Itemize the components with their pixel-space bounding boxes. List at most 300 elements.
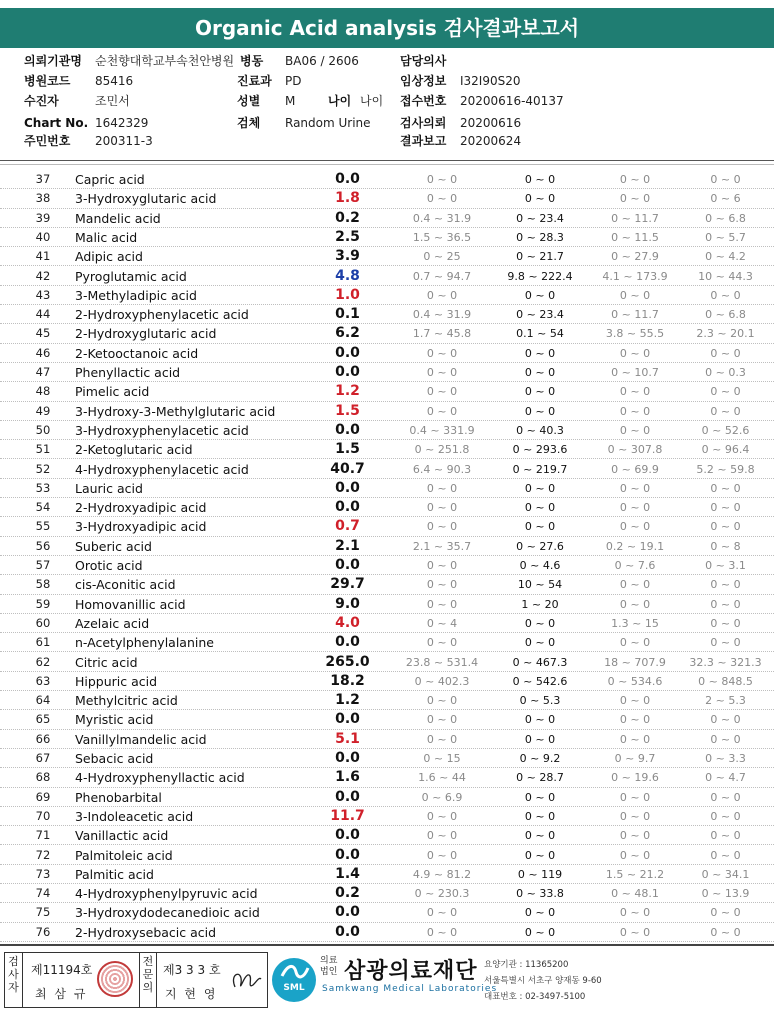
analyte-name: Phenobarbital — [75, 789, 162, 805]
reference-range-1: 0 ~ 0 — [426, 366, 458, 379]
row-number: 43 — [35, 287, 51, 302]
reference-range-1: 0 ~ 0 — [426, 288, 458, 302]
reference-range-4: 0 ~ 0 — [710, 636, 741, 650]
row-number: 56 — [35, 538, 51, 553]
reference-range-4: 0 ~ 0 — [710, 809, 741, 823]
result-value: 4.8 — [335, 267, 360, 284]
reference-range-1: 23.8 ~ 531.4 — [405, 655, 479, 669]
result-value: 29.7 — [330, 576, 365, 593]
footer-divider — [0, 944, 774, 946]
reference-range-3: 0 ~ 0 — [619, 404, 651, 418]
result-value: 265.0 — [325, 653, 370, 670]
result-value: 0.0 — [335, 364, 360, 380]
result-value: 40.7 — [330, 460, 365, 477]
row-number: 60 — [35, 615, 51, 630]
request-value: 20200616 — [460, 116, 522, 130]
reference-range-4: 0 ~ 52.6 — [701, 423, 750, 437]
row-number: 42 — [35, 268, 51, 283]
result-value: 0.0 — [335, 923, 360, 940]
row-number: 57 — [35, 558, 51, 572]
reference-range-2: 0 ~ 0 — [524, 636, 556, 650]
table-row — [0, 788, 774, 807]
reference-range-3: 1.3 ~ 15 — [611, 616, 659, 630]
examiner-seal — [97, 961, 133, 997]
reference-range-3: 0 ~ 0 — [619, 906, 651, 920]
result-value: 0.0 — [335, 827, 360, 844]
analyte-name: 3-Hydroxyadipic acid — [75, 519, 207, 535]
result-value: 0.0 — [335, 634, 360, 651]
row-number: 52 — [35, 461, 51, 476]
table-row — [0, 324, 774, 343]
reference-range-1: 0 ~ 0 — [426, 906, 458, 920]
reference-range-2: 0 ~ 0 — [524, 366, 556, 379]
hospital-code-label: 병원코드 — [24, 74, 71, 88]
specimen-value: Random Urine — [285, 116, 371, 130]
table-row — [0, 305, 774, 324]
reference-range-3: 0 ~ 0 — [619, 732, 651, 746]
reference-range-4: 0 ~ 4.7 — [705, 771, 746, 785]
reference-range-4: 0 ~ 3.1 — [705, 559, 746, 572]
analyte-name: Pyroglutamic acid — [75, 268, 187, 284]
row-number: 69 — [35, 789, 51, 804]
patient-info — [0, 52, 774, 157]
result-value: 1.6 — [335, 769, 360, 786]
row-number: 70 — [35, 808, 51, 823]
result-value: 0.0 — [335, 557, 360, 573]
sml-logo-text: SML — [283, 983, 305, 993]
specialist-signature — [227, 963, 263, 999]
table-row — [0, 768, 774, 787]
analyte-name: Malic acid — [75, 229, 138, 245]
analyte-name: 3-Methyladipic acid — [75, 287, 197, 303]
reference-range-2: 0 ~ 0 — [524, 288, 556, 302]
result-value: 1.2 — [335, 692, 360, 709]
reference-range-1: 1.7 ~ 45.8 — [412, 327, 472, 341]
row-number: 41 — [35, 249, 51, 264]
reference-range-3: 0 ~ 48.1 — [611, 887, 659, 901]
table-row — [0, 363, 774, 382]
reference-range-4: 0 ~ 848.5 — [698, 674, 753, 688]
receipt-no-label: 접수번호 — [400, 94, 447, 108]
reference-range-2: 0 ~ 4.6 — [519, 559, 561, 572]
analyte-name: 3-Hydroxyglutaric acid — [75, 191, 217, 207]
institution-value: 순천향대학교부속천안병원 — [95, 54, 235, 68]
row-number: 49 — [35, 403, 51, 418]
row-number: 59 — [35, 596, 51, 611]
row-number: 61 — [35, 635, 51, 650]
reference-range-4: 0 ~ 0 — [710, 346, 741, 360]
result-value: 0.0 — [335, 750, 360, 766]
reference-range-3: 0 ~ 69.9 — [611, 462, 659, 476]
reference-range-4: 5.2 ~ 59.8 — [696, 462, 755, 476]
reference-range-3: 0 ~ 11.7 — [611, 308, 659, 322]
reference-range-3: 0 ~ 0 — [619, 848, 651, 862]
analyte-name: 4-Hydroxyphenylacetic acid — [75, 461, 249, 477]
reference-range-3: 0 ~ 27.9 — [611, 250, 659, 264]
reference-range-3: 0 ~ 0 — [619, 636, 651, 650]
row-number: 67 — [35, 751, 51, 765]
table-row — [0, 402, 774, 421]
table-row — [0, 710, 774, 729]
hospital-code-value: 85416 — [95, 74, 134, 88]
reference-range-4: 0 ~ 0 — [710, 173, 741, 186]
analyte-name: 4-Hydroxyphenylpyruvic acid — [75, 886, 258, 902]
row-number: 71 — [35, 828, 51, 843]
table-row — [0, 826, 774, 845]
table-row — [0, 498, 774, 517]
org-english: Samkwang Medical Laboratories — [322, 984, 498, 994]
reference-range-3: 0 ~ 0 — [619, 925, 651, 939]
reference-range-3: 0 ~ 7.6 — [614, 559, 656, 572]
reference-range-4: 0 ~ 0 — [710, 732, 741, 746]
table-row — [0, 575, 774, 594]
sex-value: M — [285, 94, 296, 108]
result-value: 1.8 — [335, 190, 360, 207]
reference-range-2: 0 ~ 0 — [524, 848, 556, 862]
row-number: 48 — [35, 384, 51, 399]
row-number: 68 — [35, 770, 51, 785]
analyte-name: cis-Aconitic acid — [75, 577, 176, 593]
reference-range-4: 2.3 ~ 20.1 — [696, 327, 755, 341]
reference-range-1: 1.5 ~ 36.5 — [412, 230, 472, 244]
result-value: 4.0 — [335, 614, 360, 631]
row-number: 54 — [35, 500, 51, 515]
reference-range-4: 0 ~ 8 — [710, 539, 741, 553]
reference-range-2: 0 ~ 0 — [524, 790, 556, 804]
reference-range-1: 4.9 ~ 81.2 — [412, 867, 472, 881]
reference-range-4: 0 ~ 0 — [710, 848, 741, 862]
analyte-name: 3-Hydroxyphenylacetic acid — [75, 422, 249, 438]
reference-range-4: 0 ~ 0.3 — [705, 366, 746, 379]
row-number: 37 — [35, 172, 51, 186]
table-row — [0, 884, 774, 903]
reference-range-3: 18 ~ 707.9 — [604, 655, 666, 669]
report-title: Organic Acid analysis 검사결과보고서 — [0, 8, 774, 48]
result-value: 0.0 — [335, 904, 360, 921]
reference-range-1: 6.4 ~ 90.3 — [412, 462, 472, 476]
analyte-name: 2-Hydroxyphenylacetic acid — [75, 307, 249, 323]
reference-range-2: 0 ~ 9.2 — [519, 752, 561, 765]
table-row — [0, 517, 774, 536]
analyte-name: Orotic acid — [75, 558, 143, 573]
org-type: 의료법인 — [320, 956, 338, 977]
analyte-name: 3-Hydroxy-3-Methylglutaric acid — [75, 403, 276, 419]
table-row — [0, 189, 774, 208]
doctor-label: 담당의사 — [400, 54, 447, 68]
reference-range-2: 0 ~ 467.3 — [512, 655, 568, 669]
reference-range-1: 0 ~ 0 — [426, 520, 458, 534]
analyte-name: Azelaic acid — [75, 615, 150, 631]
row-number: 38 — [35, 191, 51, 206]
analyte-name: Vanillylmandelic acid — [75, 731, 207, 747]
table-row — [0, 286, 774, 305]
result-value: 1.0 — [335, 286, 360, 303]
analyte-name: Suberic acid — [75, 538, 152, 554]
result-value: 0.1 — [335, 306, 360, 323]
reference-range-2: 0 ~ 27.6 — [516, 539, 564, 553]
table-row — [0, 479, 774, 498]
result-value: 2.5 — [335, 228, 360, 245]
clinical-info-value: I32I90S20 — [460, 74, 521, 88]
report-footer — [0, 950, 774, 1012]
row-number: 76 — [35, 924, 51, 939]
table-row — [0, 923, 774, 942]
reference-range-4: 0 ~ 6.8 — [705, 308, 746, 322]
reference-range-2: 0 ~ 0 — [524, 192, 556, 206]
table-row — [0, 209, 774, 228]
chart-no-value: 1642329 — [95, 116, 149, 130]
institution-label: 의뢰기관명 — [24, 54, 82, 68]
reference-range-4: 0 ~ 0 — [710, 481, 741, 495]
row-number: 62 — [35, 654, 51, 669]
reference-range-4: 10 ~ 44.3 — [698, 269, 753, 283]
receipt-no-value: 20200616-40137 — [460, 94, 564, 108]
reference-range-1: 0 ~ 0 — [426, 848, 458, 862]
reference-range-1: 0 ~ 0 — [426, 694, 458, 708]
row-number: 44 — [35, 307, 51, 322]
reference-range-4: 0 ~ 6 — [710, 192, 741, 206]
reference-range-4: 2 ~ 5.3 — [705, 694, 746, 708]
table-row — [0, 440, 774, 459]
analyte-name: 4-Hydroxyphenyllactic acid — [75, 770, 245, 786]
analyte-name: Mandelic acid — [75, 210, 161, 226]
reference-range-3: 0 ~ 0 — [619, 829, 651, 843]
reference-range-2: 0 ~ 119 — [517, 867, 563, 881]
reference-range-2: 0 ~ 0 — [524, 925, 556, 939]
reference-range-2: 0 ~ 33.8 — [516, 887, 564, 901]
reference-range-2: 0 ~ 0 — [524, 173, 556, 186]
row-number: 45 — [35, 326, 51, 341]
reference-range-3: 0 ~ 307.8 — [607, 443, 663, 457]
result-value: 0.0 — [335, 711, 360, 728]
result-value: 3.9 — [335, 248, 360, 265]
table-row — [0, 903, 774, 922]
result-value: 0.0 — [335, 479, 360, 496]
reference-range-3: 0 ~ 0 — [619, 346, 651, 360]
row-number: 55 — [35, 519, 51, 534]
reference-range-4: 0 ~ 0 — [710, 501, 741, 515]
reference-range-4: 0 ~ 0 — [710, 713, 741, 727]
table-row — [0, 633, 774, 652]
reference-range-2: 0 ~ 5.3 — [519, 694, 561, 708]
row-number: 47 — [35, 365, 51, 379]
reference-range-1: 0.4 ~ 31.9 — [412, 211, 472, 225]
reference-range-1: 0 ~ 0 — [426, 829, 458, 843]
reference-range-1: 0.4 ~ 31.9 — [412, 308, 472, 322]
reference-range-3: 0 ~ 0 — [619, 501, 651, 515]
reference-range-2: 0 ~ 40.3 — [516, 423, 564, 437]
analyte-name: Lauric acid — [75, 480, 143, 496]
reference-range-2: 0.1 ~ 54 — [516, 327, 564, 341]
reference-range-1: 0 ~ 0 — [426, 925, 458, 939]
header-divider — [0, 160, 774, 161]
table-row — [0, 691, 774, 710]
analyte-name: Phenyllactic acid — [75, 365, 181, 380]
specialist-name: 지 현 영 — [165, 987, 218, 1001]
table-row — [0, 382, 774, 401]
reference-range-4: 0 ~ 0 — [710, 597, 741, 611]
row-number: 66 — [35, 731, 51, 746]
result-value: 11.7 — [330, 807, 365, 824]
reference-range-2: 0 ~ 23.4 — [516, 211, 564, 225]
reference-range-4: 32.3 ~ 321.3 — [689, 655, 762, 669]
table-row — [0, 170, 774, 189]
reference-range-4: 0 ~ 6.8 — [705, 211, 746, 225]
reference-range-3: 0 ~ 0 — [619, 578, 651, 592]
reference-range-1: 0 ~ 0 — [426, 385, 458, 399]
analyte-name: 2-Hydroxysebacic acid — [75, 924, 217, 940]
reference-range-4: 0 ~ 34.1 — [701, 867, 750, 881]
analyte-name: Homovanillic acid — [75, 596, 186, 612]
reference-range-4: 0 ~ 0 — [710, 790, 741, 804]
row-number: 53 — [35, 480, 51, 495]
result-value: 0.2 — [335, 209, 360, 226]
result-value: 0.0 — [335, 788, 360, 805]
analyte-name: Myristic acid — [75, 712, 154, 728]
reference-range-1: 0 ~ 0 — [426, 192, 458, 206]
reference-range-2: 0 ~ 21.7 — [516, 250, 564, 264]
reference-range-3: 0 ~ 0 — [619, 597, 651, 611]
reference-range-2: 0 ~ 0 — [524, 404, 556, 418]
org-code: 요양기관 : 11365200 — [484, 960, 569, 970]
table-row — [0, 672, 774, 691]
report-value: 20200624 — [460, 134, 522, 148]
table-row — [0, 267, 774, 286]
department-value: PD — [285, 74, 302, 88]
reference-range-2: 9.8 ~ 222.4 — [507, 269, 573, 283]
result-value: 18.2 — [330, 672, 365, 689]
reference-range-4: 0 ~ 0 — [710, 404, 741, 418]
patient-value: 조민서 — [95, 94, 130, 108]
reference-range-2: 0 ~ 0 — [524, 906, 556, 920]
reference-range-1: 0 ~ 0 — [426, 713, 458, 727]
table-row — [0, 556, 774, 575]
reference-range-1: 0 ~ 25 — [423, 250, 461, 264]
table-row — [0, 421, 774, 440]
result-value: 1.4 — [335, 865, 360, 882]
reference-range-1: 0 ~ 0 — [426, 559, 458, 572]
reference-range-3: 0 ~ 10.7 — [611, 366, 659, 379]
analyte-name: Palmitic acid — [75, 866, 154, 882]
reference-range-3: 0 ~ 0 — [619, 790, 651, 804]
table-row — [0, 344, 774, 363]
result-value: 0.2 — [335, 885, 360, 902]
reference-range-4: 0 ~ 0 — [710, 288, 741, 302]
result-value: 1.5 — [335, 402, 360, 419]
result-value: 2.1 — [335, 537, 360, 554]
reference-range-1: 0 ~ 0 — [426, 346, 458, 360]
specialist-license: 제3 3 3 호 — [163, 963, 221, 977]
reference-range-1: 0 ~ 251.8 — [414, 443, 470, 457]
reference-range-3: 1.5 ~ 21.2 — [605, 867, 665, 881]
result-value: 0.0 — [335, 421, 360, 438]
header-divider-thin — [0, 164, 774, 165]
row-number: 51 — [35, 442, 51, 457]
result-value: 9.0 — [335, 595, 360, 612]
reference-range-2: 0 ~ 0 — [524, 481, 556, 495]
analyte-name: 3-Indoleacetic acid — [75, 808, 194, 824]
reference-range-1: 0 ~ 0 — [426, 732, 458, 746]
reference-range-3: 0 ~ 0 — [619, 288, 651, 302]
reference-range-4: 0 ~ 0 — [710, 385, 741, 399]
reference-range-4: 0 ~ 0 — [710, 616, 741, 630]
table-row — [0, 807, 774, 826]
reference-range-1: 0 ~ 0 — [426, 597, 458, 611]
specimen-label: 검체 — [237, 116, 261, 130]
reference-range-4: 0 ~ 5.7 — [705, 230, 746, 244]
table-row — [0, 460, 774, 479]
analyte-name: 3-Hydroxydodecanedioic acid — [75, 905, 260, 921]
result-value: 0.7 — [335, 518, 360, 535]
analyte-name: Methylcitric acid — [75, 693, 178, 709]
reference-range-3: 0 ~ 0 — [619, 192, 651, 206]
logo-wave-icon — [280, 962, 310, 982]
reference-range-2: 0 ~ 0 — [524, 501, 556, 515]
reference-range-2: 0 ~ 28.7 — [516, 771, 564, 785]
row-number: 50 — [35, 422, 51, 437]
reference-range-3: 0 ~ 11.7 — [611, 211, 659, 225]
table-row — [0, 865, 774, 884]
analyte-name: n-Acetylphenylalanine — [75, 635, 214, 651]
org-name: 삼광의료재단 — [344, 959, 478, 984]
analyte-name: 2-Hydroxyadipic acid — [75, 500, 207, 516]
specialist-label: 전문의 — [139, 953, 157, 1007]
reference-range-2: 0 ~ 0 — [524, 346, 556, 360]
table-row — [0, 537, 774, 556]
examiner-label: 검사자 — [5, 953, 23, 1007]
row-number: 58 — [35, 577, 51, 592]
analyte-name: Pimelic acid — [75, 384, 150, 400]
reference-range-1: 0 ~ 0 — [426, 501, 458, 515]
row-number: 46 — [35, 345, 51, 360]
ward-label: 병동 — [240, 54, 264, 68]
table-row — [0, 846, 774, 865]
reference-range-2: 0 ~ 542.6 — [512, 674, 568, 688]
analyte-name: 2-Ketoglutaric acid — [75, 442, 193, 458]
row-number: 73 — [35, 866, 51, 881]
reference-range-1: 0 ~ 0 — [426, 173, 458, 186]
result-value: 1.2 — [335, 383, 360, 400]
result-value: 0.0 — [335, 171, 360, 187]
table-row — [0, 749, 774, 768]
patient-label: 수진자 — [24, 94, 59, 108]
analyte-name: Adipic acid — [75, 249, 143, 265]
reference-range-2: 0 ~ 0 — [524, 732, 556, 746]
org-phone: 대표번호 : 02-3497-5100 — [484, 992, 586, 1002]
reference-range-3: 0 ~ 0 — [619, 520, 651, 534]
reference-range-2: 1 ~ 20 — [521, 597, 559, 611]
table-row — [0, 730, 774, 749]
analyte-name: Capric acid — [75, 172, 145, 187]
reference-range-3: 0 ~ 0 — [619, 713, 651, 727]
row-number: 72 — [35, 847, 51, 862]
age-label: 나이 — [328, 94, 352, 108]
row-number: 64 — [35, 693, 51, 708]
reference-range-1: 0 ~ 230.3 — [414, 887, 470, 901]
reference-range-3: 0 ~ 534.6 — [607, 674, 663, 688]
reference-range-4: 0 ~ 4.2 — [705, 250, 746, 264]
reference-range-4: 0 ~ 96.4 — [701, 443, 750, 457]
reference-range-1: 0 ~ 0 — [426, 636, 458, 650]
reference-range-1: 0 ~ 402.3 — [414, 674, 470, 688]
examiner-license: 제11194호 — [31, 963, 93, 977]
analyte-name: Palmitoleic acid — [75, 847, 173, 863]
result-value: 6.2 — [335, 325, 360, 342]
reference-range-3: 0 ~ 11.5 — [611, 230, 659, 244]
reference-range-3: 0 ~ 0 — [619, 173, 651, 186]
reference-range-3: 0 ~ 0 — [619, 481, 651, 495]
row-number: 63 — [35, 673, 51, 688]
